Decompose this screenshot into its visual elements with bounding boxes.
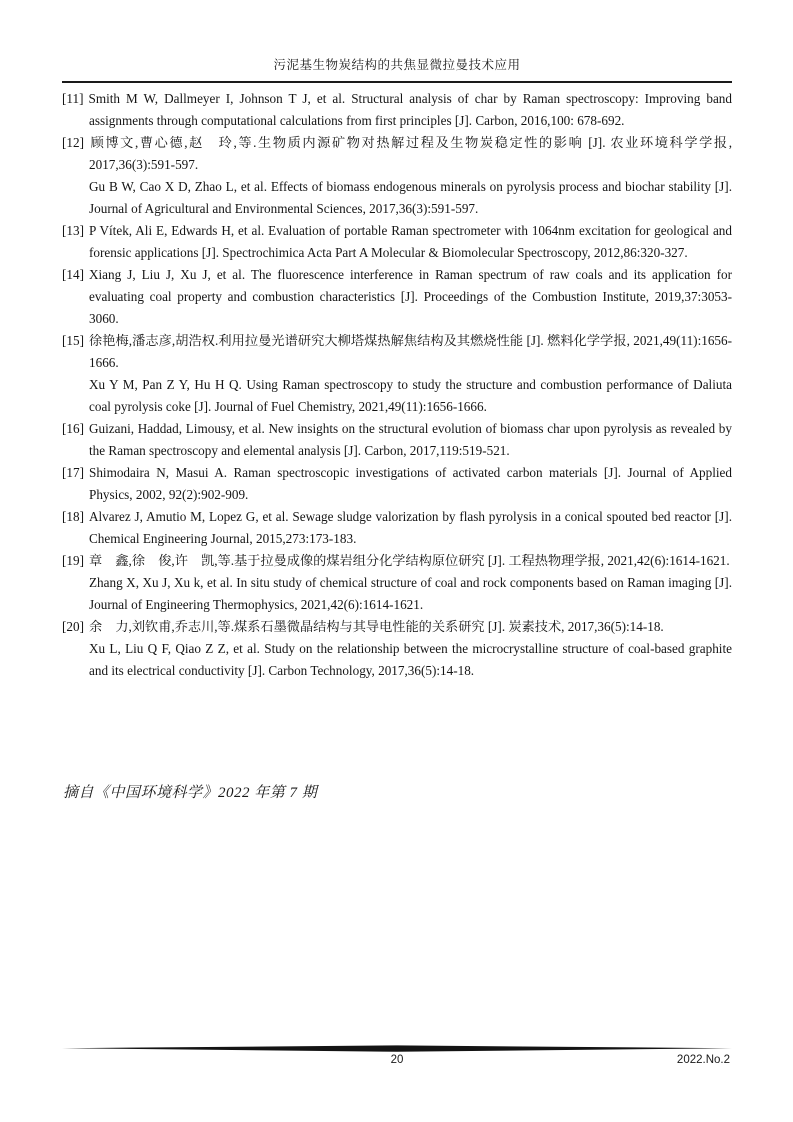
reference-text: Alvarez J, Amutio M, Lopez G, et al. Sewage sludge valorization by flash pyrolysis in a conical spouted bed reactor [J]. Chemical Engineering Journal, 2015,273:173-183. bbox=[88, 509, 732, 546]
source-note: 摘自《中国环境科学》2022 年第 7 期 bbox=[63, 785, 318, 801]
reference-label: [12] bbox=[62, 135, 84, 150]
reference-entry bbox=[62, 462, 732, 506]
page-footer bbox=[62, 1045, 732, 1070]
reference-citation bbox=[62, 506, 732, 550]
reference-entry bbox=[62, 550, 732, 616]
reference-text: 余 力,刘钦甫,乔志川,等.煤系石墨微晶结构与其导电性能的关系研究 [J]. 炭素技术, 2017,36(5):14-18. bbox=[88, 619, 664, 634]
reference-translation: Gu B W, Cao X D, Zhao L, et al. Effects of biomass endogenous minerals on pyrolysis process and biochar stability [J]. Journal of Agricultural and Environmental Sciences, 2017,36(3):591-597. bbox=[89, 179, 732, 216]
reference-entry bbox=[62, 418, 732, 462]
reference-label: [19] bbox=[62, 553, 84, 568]
reference-entry bbox=[62, 506, 732, 550]
reference-citation bbox=[62, 330, 732, 374]
reference-list bbox=[62, 88, 732, 682]
reference-citation bbox=[62, 550, 732, 572]
reference-label: [11] bbox=[62, 91, 84, 106]
reference-text: 章 鑫,徐 俊,许 凯,等.基于拉曼成像的煤岩组分化学结构原位研究 [J]. 工程热物理学报, 2021,42(6):1614-1621. bbox=[88, 553, 730, 568]
reference-text: Shimodaira N, Masui A. Raman spectroscopic investigations of activated carbon materials [J]. Journal of Applied Physics, 2002, 92(2):902-909. bbox=[88, 465, 732, 502]
reference-citation bbox=[62, 264, 732, 330]
issue-label: 2022.No.2 bbox=[676, 1054, 730, 1066]
footer-tapered-rule bbox=[62, 1045, 732, 1053]
page-title: 污泥基生物炭结构的共焦显微拉曼技术应用 bbox=[62, 56, 732, 83]
reference-citation bbox=[62, 132, 732, 176]
reference-translation: Xu Y M, Pan Z Y, Hu H Q. Using Raman spectroscopy to study the structure and combustion performance of Daliuta coal pyrolysis coke [J]. Journal of Fuel Chemistry, 2021,49(11):1656-1666. bbox=[89, 377, 732, 414]
reference-entry bbox=[62, 132, 732, 220]
reference-entry bbox=[62, 220, 732, 264]
reference-entry bbox=[62, 264, 732, 330]
reference-citation bbox=[62, 220, 732, 264]
footer-row bbox=[62, 1054, 732, 1070]
reference-label: [20] bbox=[62, 619, 84, 634]
running-head bbox=[62, 56, 732, 83]
page-number: 20 bbox=[390, 1054, 404, 1066]
reference-citation bbox=[62, 616, 732, 638]
reference-citation bbox=[62, 88, 732, 132]
reference-label: [17] bbox=[62, 465, 84, 480]
reference-label: [18] bbox=[62, 509, 84, 524]
reference-text: 徐艳梅,潘志彦,胡浩权.利用拉曼光谱研究大柳塔煤热解焦结构及其燃烧性能 [J]. 燃料化学学报, 2021,49(11):1656-1666. bbox=[88, 333, 732, 370]
reference-text: P Vítek, Ali E, Edwards H, et al. Evaluation of portable Raman spectrometer with 1064nm excitation for geological and forensic applications [J]. Spectrochimica Acta Part A Molecular & Biomolecular Spectroscopy, 2012,86:320-327. bbox=[88, 223, 732, 260]
reference-text: 顾博文,曹心德,赵 玲,等.生物质内源矿物对热解过程及生物炭稳定性的影响 [J]. 农业环境科学学报, 2017,36(3):591-597. bbox=[88, 135, 732, 172]
reference-translation: Zhang X, Xu J, Xu k, et al. In situ study of chemical structure of coal and rock components based on Raman imaging [J]. Journal of Engineering Thermophysics, 2021,42(6):1614-1621. bbox=[89, 575, 732, 612]
reference-text: Xiang J, Liu J, Xu J, et al. The fluorescence interference in Raman spectrum of raw coals and its application for evaluating coal property and combustion characteristics [J]. Proceedings of the Combustion Institute, 2019,37:3053-3060. bbox=[88, 267, 732, 326]
reference-label: [13] bbox=[62, 223, 84, 238]
reference-translation: Xu L, Liu Q F, Qiao Z Z, et al. Study on the relationship between the microcrystalline structure of coal-based graphite and its electrical conductivity [J]. Carbon Technology, 2017,36(5):14-18. bbox=[89, 641, 732, 678]
reference-citation bbox=[62, 462, 732, 506]
reference-entry bbox=[62, 330, 732, 418]
reference-entry bbox=[62, 616, 732, 682]
reference-text: Guizani, Haddad, Limousy, et al. New insights on the structural evolution of biomass char upon pyrolysis as revealed by the Raman spectroscopy and elemental analysis [J]. Carbon, 2017,119:519-521. bbox=[88, 421, 732, 458]
reference-label: [14] bbox=[62, 267, 84, 282]
reference-text: Smith M W, Dallmeyer I, Johnson T J, et al. Structural analysis of char by Raman spectroscopy: Improving band assignments through computational calculations from first principles [J]. Carbon, 2016,100: 678-692. bbox=[88, 91, 732, 128]
reference-label: [16] bbox=[62, 421, 84, 436]
reference-entry bbox=[62, 88, 732, 132]
reference-citation bbox=[62, 418, 732, 462]
reference-label: [15] bbox=[62, 333, 84, 348]
